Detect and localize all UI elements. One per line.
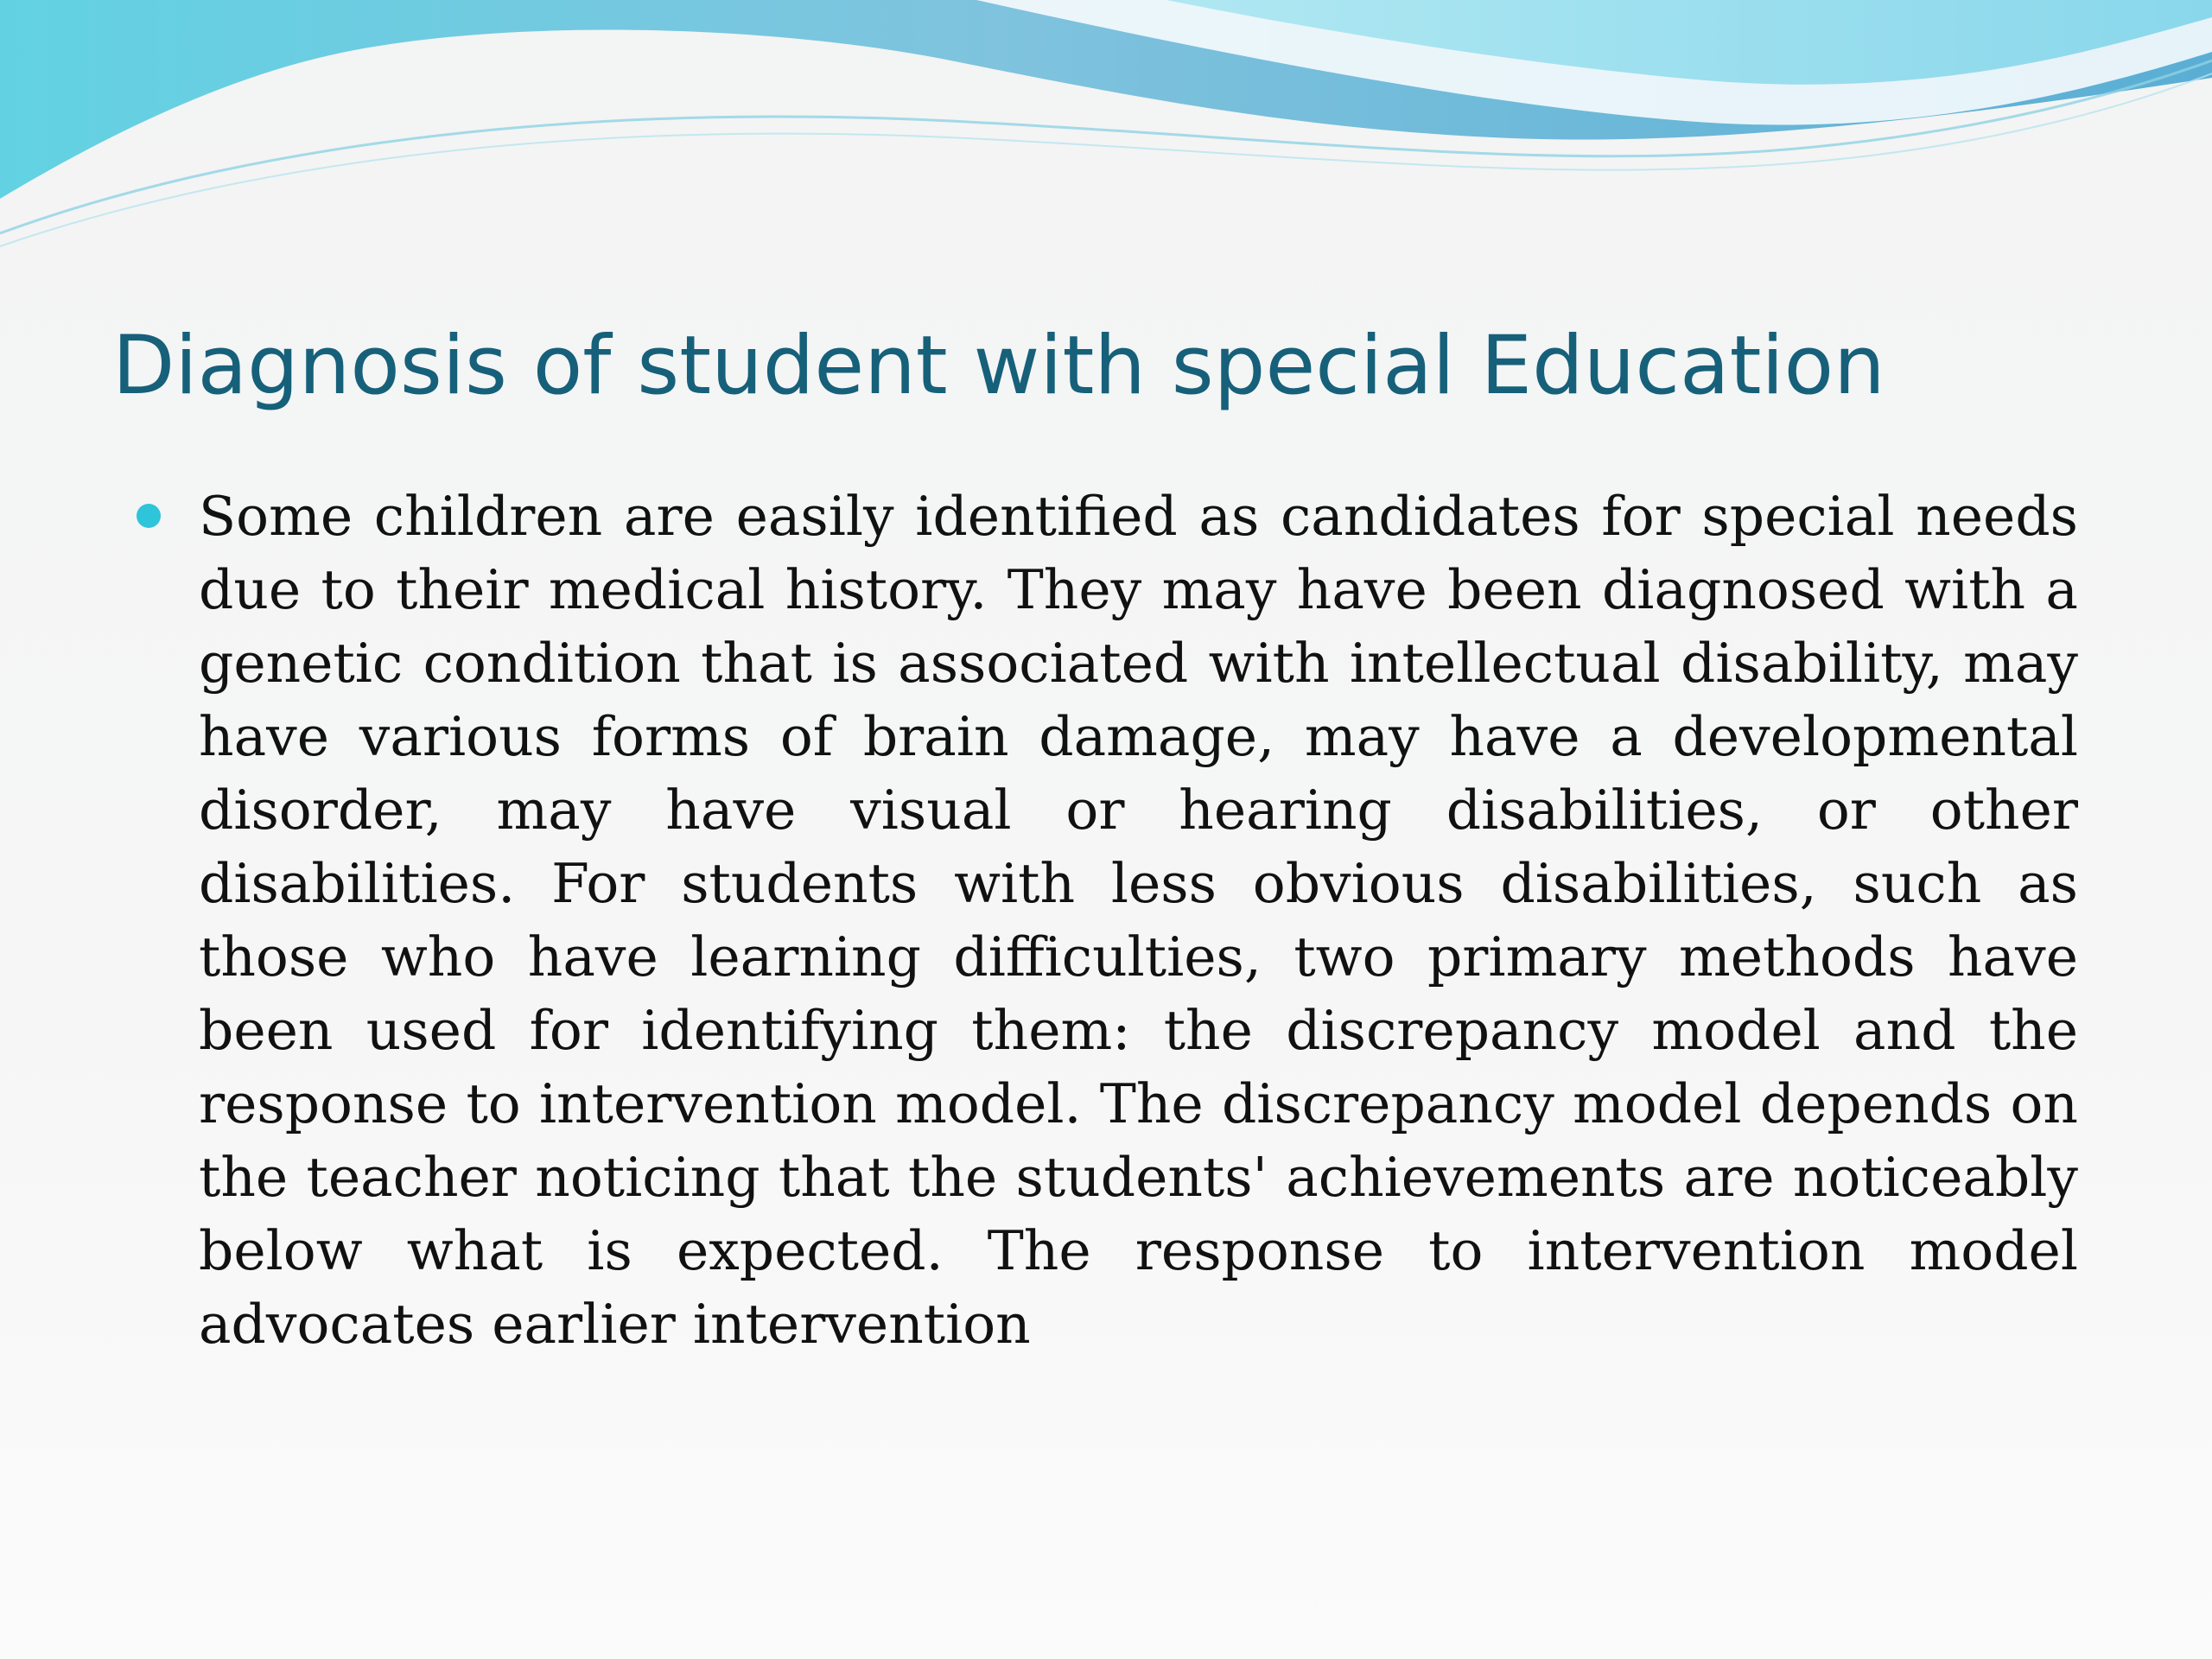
bullet-dot-icon	[137, 504, 161, 528]
slide-title: Diagnosis of student with special Education	[112, 319, 1885, 413]
bullet-text: Some children are easily identified as candidates for special needs due to their medical history. They may have been diagnosed with a genetic condition that is associated with intellectual disability, may have various forms of brain damage, may have a developmental disorder, may have visual or hearing disabilities, or other disabilities. For students with less obvious disabilities, such as those who have learning difficulties, two primary methods have been used for identifying them: the discrepancy model and the response to intervention model. The discrepancy model depends on the teacher noticing that the students' achievements are noticeably below what is expected. The response to intervention model advocates earlier intervention	[199, 485, 2078, 1356]
header-wave-decoration	[0, 0, 2212, 259]
